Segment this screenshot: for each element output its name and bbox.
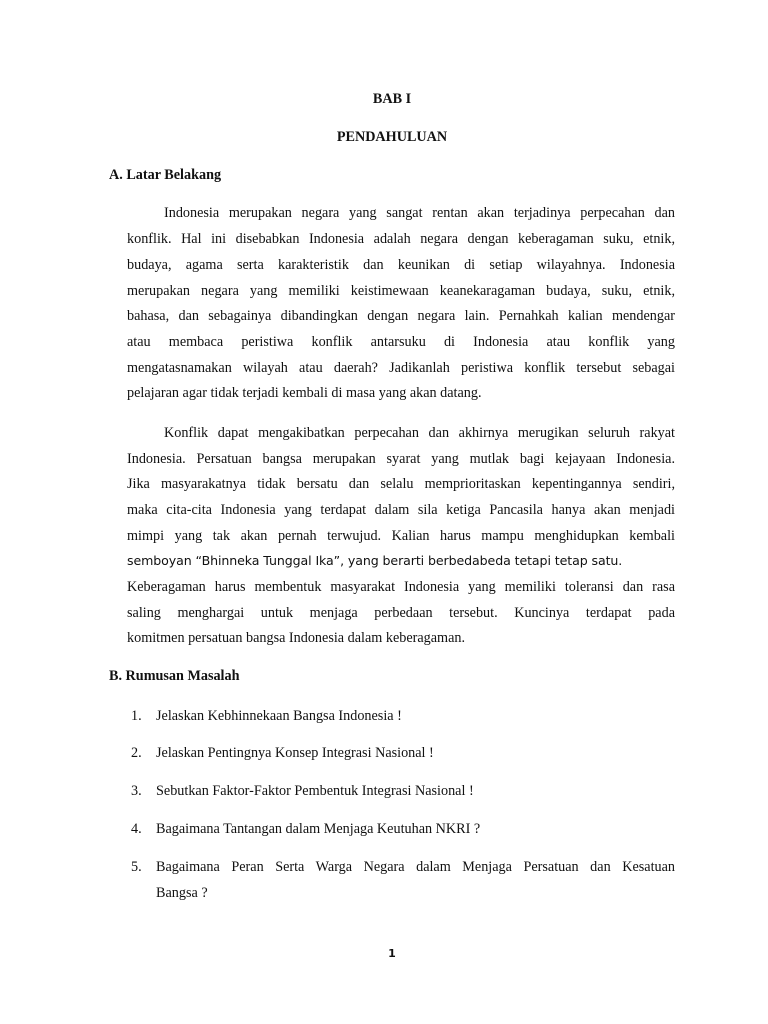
- paragraph-line: bahasa, dan sebagainya dibandingkan dengan negara lain. Pernahkah kalian mendengar: [127, 308, 675, 324]
- section-b-heading: B. Rumusan Masalah: [109, 668, 240, 684]
- paragraph-line: merupakan negara yang memiliki keistimewaan keanekaragaman budaya, suku, etnik,: [127, 283, 675, 299]
- chapter-label: BAB I: [372, 91, 412, 107]
- motto-line: semboyan “Bhinneka Tunggal Ika”, yang berarti berbedabeda tetapi tetap satu.: [127, 553, 623, 568]
- paragraph-line: Indonesia merupakan negara yang sangat rentan akan terjadinya perpecahan dan: [164, 205, 675, 221]
- chapter-title: PENDAHULUAN: [336, 129, 448, 145]
- page-number: 1: [388, 947, 396, 960]
- list-number: 4.: [131, 821, 142, 837]
- list-item: Bagaimana Peran Serta Warga Negara dalam Menjaga Persatuan dan Kesatuan: [156, 859, 675, 875]
- paragraph-line: Keberagaman harus membentuk masyarakat Indonesia yang memiliki toleransi dan rasa: [127, 579, 675, 595]
- paragraph-line: komitmen persatuan bangsa Indonesia dalam keberagaman.: [127, 630, 466, 646]
- list-item: Jelaskan Kebhinnekaan Bangsa Indonesia !: [156, 708, 402, 724]
- paragraph-line: Indonesia. Persatuan bangsa merupakan syarat yang mutlak bagi kejayaan Indonesia.: [127, 451, 675, 467]
- list-item-continuation: Bangsa ?: [156, 885, 208, 901]
- paragraph-line: Konflik dapat mengakibatkan perpecahan dan akhirnya merugikan seluruh rakyat: [164, 425, 675, 441]
- paragraph-line: konflik. Hal ini disebabkan Indonesia adalah negara dengan keberagaman suku, etnik,: [127, 231, 675, 247]
- list-item: Bagaimana Tantangan dalam Menjaga Keutuhan NKRI ?: [156, 821, 481, 837]
- list-number: 3.: [131, 783, 142, 799]
- list-item: Jelaskan Pentingnya Konsep Integrasi Nasional !: [156, 745, 434, 761]
- list-item: Sebutkan Faktor-Faktor Pembentuk Integrasi Nasional !: [156, 783, 474, 799]
- paragraph-line: maka cita-cita Indonesia yang terdapat dalam sila ketiga Pancasila hanya akan menjadi: [127, 502, 675, 518]
- paragraph-line: atau membaca peristiwa konflik antarsuku di Indonesia atau konflik yang: [127, 334, 675, 350]
- paragraph-line: mengatasnamakan wilayah atau daerah? Jadikanlah peristiwa konflik tersebut sebagai: [127, 360, 675, 376]
- list-number: 2.: [131, 745, 142, 761]
- list-number: 1.: [131, 708, 142, 724]
- paragraph-line: Jika masyarakatnya tidak bersatu dan selalu memprioritaskan kepentingannya sendiri,: [127, 476, 675, 492]
- section-a-heading: A. Latar Belakang: [109, 167, 222, 183]
- list-number: 5.: [131, 859, 142, 875]
- paragraph-line: mimpi yang tak akan pernah terwujud. Kalian harus mampu menghidupkan kembali: [127, 528, 675, 544]
- paragraph-line: pelajaran agar tidak terjadi kembali di masa yang akan datang.: [127, 385, 482, 401]
- paragraph-line: budaya, agama serta karakteristik dan keunikan di setiap wilayahnya. Indonesia: [127, 257, 675, 273]
- paragraph-line: saling menghargai untuk menjaga perbedaan tersebut. Kuncinya terdapat pada: [127, 605, 675, 621]
